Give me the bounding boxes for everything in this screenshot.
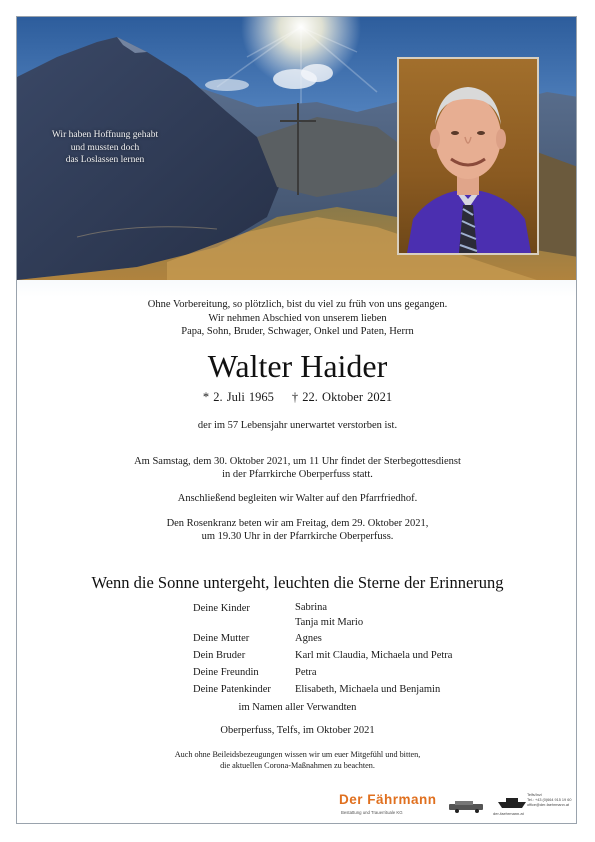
funeral-service-info: [17, 455, 577, 481]
mountain-landscape-image: [17, 17, 577, 280]
age-line: der im 57 Lebensjahr unerwartet verstorben ist.: [197, 420, 398, 431]
rosary-line: Den Rosenkranz beten wir am Freitag, dem 29. Oktober 2021,: [166, 518, 429, 529]
contact-line: office@der-faehrmann.at: [527, 803, 569, 807]
mourners-list: [193, 600, 553, 698]
mourner-names: [295, 600, 363, 630]
service-line: in der Pfarrkirche Oberperfuss statt.: [222, 469, 373, 480]
mourner-name: Agnes: [295, 633, 322, 644]
mourner-row: [193, 681, 553, 698]
notice-text-area: [17, 280, 577, 824]
intro-line: Ohne Vorbereitung, so plötzlich, bist du viel zu früh von uns gegangen.: [147, 299, 448, 310]
memorial-motto: Wenn die Sonne untergeht, leuchten die Sterne der Erinnerung: [91, 573, 504, 592]
relatives-line: im Namen aller Verwandten: [238, 702, 357, 713]
contact-line: Telfs/Inzi: [527, 793, 542, 797]
mourner-name: Karl mit Claudia, Michaela und Petra: [295, 650, 453, 661]
funeral-home-website: der-faehrmann.at: [493, 811, 524, 816]
rosary-info: [17, 517, 577, 543]
funeral-home-contact: [527, 793, 571, 808]
place-date: Oberperfuss, Telfs, im Oktober 2021: [220, 725, 375, 736]
contact-line: Tel.: +43 (0)664 915 19 60: [527, 798, 572, 802]
mourner-name: Elisabeth, Michaela und Benjamin: [295, 684, 441, 695]
hero-quote: Wir haben Hoffnung gehabt und mussten doch das Loslassen lernen: [51, 130, 159, 165]
intro-line: Wir nehmen Abschied von unserem lieben: [208, 312, 387, 324]
mourner-row: [193, 664, 553, 681]
mourner-row: [193, 600, 553, 630]
mourner-relation: Deine Patenkinder: [193, 684, 271, 695]
funeral-home-logo: Der Fährmann: [339, 792, 437, 807]
portrait-photo: [397, 57, 539, 255]
mourner-relation: Deine Mutter: [193, 633, 250, 644]
mourner-relation: Deine Kinder: [193, 603, 250, 614]
mourner-name: Sabrina: [295, 602, 328, 613]
service-line: Am Samstag, dem 30. Oktober 2021, um 11 Uhr findet der Sterbegottesdienst: [134, 456, 461, 467]
birth-date: * 2. Juli 1965: [202, 390, 274, 404]
life-dates: [17, 390, 577, 405]
corona-note: [17, 749, 577, 771]
funeral-home-footer: [317, 790, 577, 824]
note-line: die aktuellen Corona-Maßnahmen zu beachten.: [220, 761, 375, 770]
rosary-line: um 19.30 Uhr in der Pfarrkirche Oberperfuss.: [201, 531, 394, 542]
death-date: † 22. Oktober 2021: [291, 390, 393, 404]
boat-icon: [497, 796, 527, 810]
mourner-row: [193, 630, 553, 647]
parte-card: [16, 16, 577, 824]
mourner-relation: Deine Freundin: [193, 667, 259, 678]
mourner-name: Petra: [295, 667, 317, 678]
mourner-name: Tanja mit Mario: [295, 617, 364, 628]
deceased-name: Walter Haider: [207, 348, 388, 384]
intro-line: Papa, Sohn, Bruder, Schwager, Onkel und Paten, Herrn: [181, 326, 414, 337]
portrait-figure: [399, 59, 537, 253]
intro-text: [17, 298, 577, 339]
mourner-row: [193, 647, 553, 664]
note-line: Auch ohne Beileidsbezeugungen wissen wir um euer Mitgefühl und bitten,: [174, 750, 421, 759]
burial-info: Anschließend begleiten wir Walter auf den Pfarrfriedhof.: [177, 493, 418, 504]
mourner-relation: Dein Bruder: [193, 650, 246, 661]
hearse-icon: [447, 798, 487, 814]
funeral-home-subtitle: Bestattung und Trauerrituale KG: [341, 810, 403, 815]
